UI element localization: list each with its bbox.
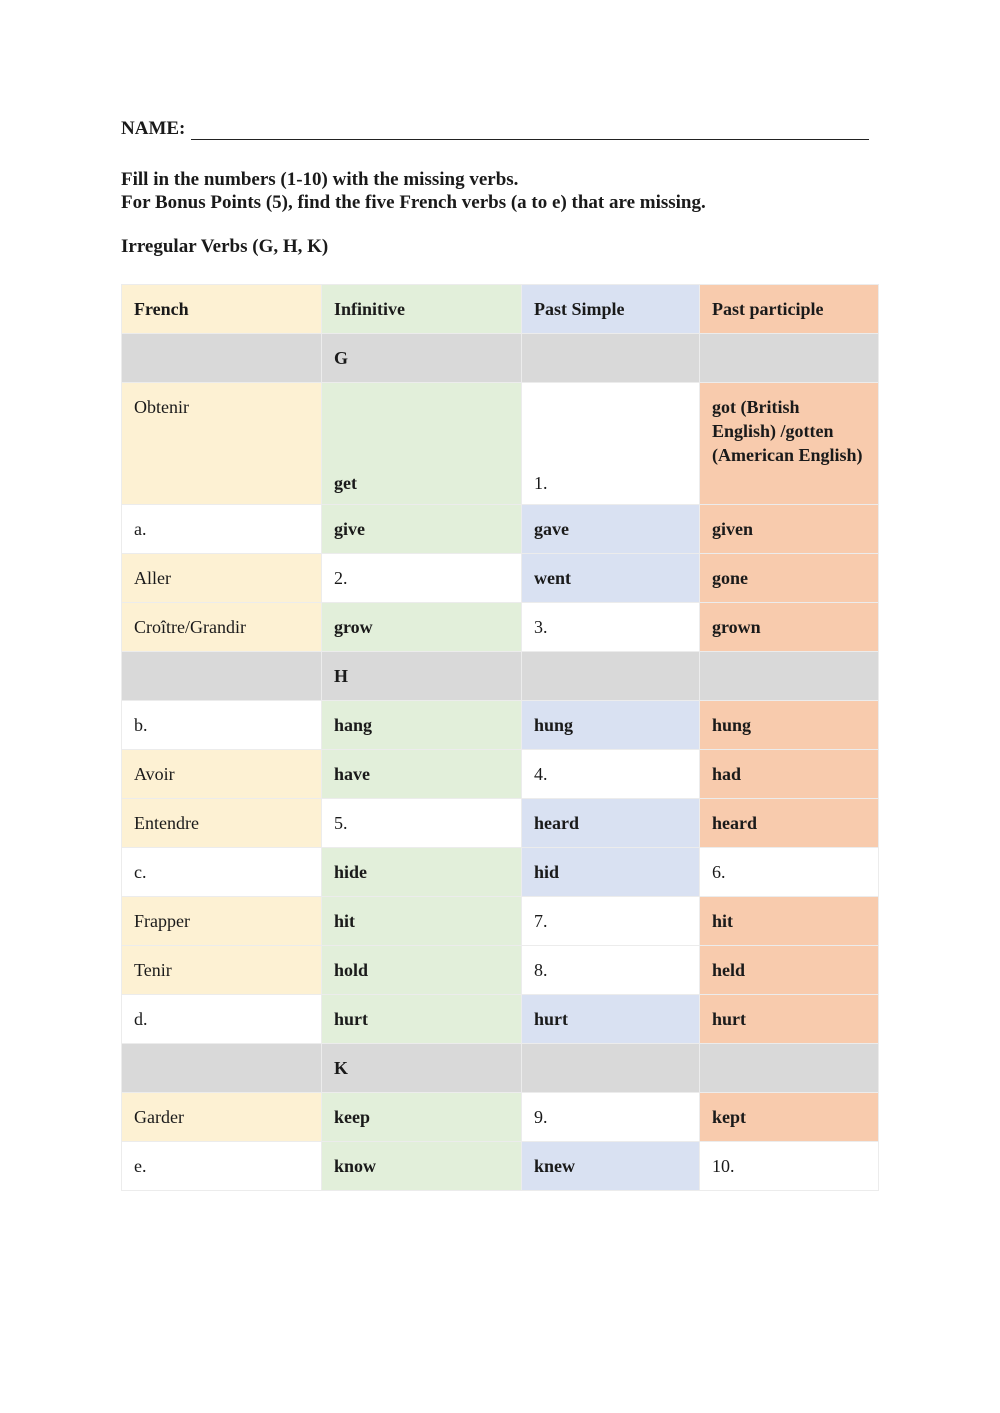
cell-infinitive: hit: [322, 897, 522, 946]
cell-french-blank[interactable]: c.: [122, 848, 322, 897]
name-label: NAME:: [121, 118, 186, 139]
cell-infinitive: give: [322, 505, 522, 554]
cell-past-simple-blank[interactable]: 1.: [522, 383, 700, 505]
section-title: Irregular Verbs (G, H, K): [121, 236, 329, 257]
group-cell-empty: [522, 1044, 700, 1093]
cell-french-blank[interactable]: d.: [122, 995, 322, 1044]
group-label-g: G: [322, 334, 522, 383]
cell-past-simple: knew: [522, 1142, 700, 1191]
cell-past-simple: gave: [522, 505, 700, 554]
irregular-verbs-table: [121, 284, 879, 1191]
cell-past-participle: given: [700, 505, 879, 554]
instruction-line-1: Fill in the numbers (1-10) with the missing verbs.: [121, 169, 519, 190]
table-row: [122, 799, 879, 848]
cell-past-participle: got (British English) /gotten (American English): [700, 383, 879, 505]
cell-french: Entendre: [122, 799, 322, 848]
group-cell-empty: [522, 652, 700, 701]
group-cell-empty: [700, 1044, 879, 1093]
instruction-line-2: For Bonus Points (5), find the five French verbs (a to e) that are missing.: [121, 192, 706, 213]
cell-past-participle: hit: [700, 897, 879, 946]
table-row: [122, 1093, 879, 1142]
cell-past-simple: heard: [522, 799, 700, 848]
cell-past-participle: hurt: [700, 995, 879, 1044]
cell-past-participle: heard: [700, 799, 879, 848]
instructions: [121, 168, 706, 214]
cell-past-participle-blank[interactable]: 10.: [700, 1142, 879, 1191]
cell-french: Tenir: [122, 946, 322, 995]
cell-infinitive: have: [322, 750, 522, 799]
group-row-g: [122, 334, 879, 383]
group-label-h: H: [322, 652, 522, 701]
group-cell-empty: [122, 334, 322, 383]
table-row: [122, 554, 879, 603]
cell-french: Garder: [122, 1093, 322, 1142]
cell-french: Obtenir: [122, 383, 322, 505]
cell-past-simple-blank[interactable]: 9.: [522, 1093, 700, 1142]
table-row: [122, 995, 879, 1044]
cell-french: Frapper: [122, 897, 322, 946]
group-row-k: [122, 1044, 879, 1093]
table-row: [122, 897, 879, 946]
cell-past-participle: grown: [700, 603, 879, 652]
header-french: French: [122, 285, 322, 334]
cell-past-simple: hurt: [522, 995, 700, 1044]
cell-infinitive: hold: [322, 946, 522, 995]
cell-french-blank[interactable]: e.: [122, 1142, 322, 1191]
cell-french: Croître/Grandir: [122, 603, 322, 652]
table-row: [122, 505, 879, 554]
table-row: [122, 701, 879, 750]
cell-past-participle: held: [700, 946, 879, 995]
group-cell-empty: [700, 652, 879, 701]
cell-french-blank[interactable]: b.: [122, 701, 322, 750]
cell-past-participle-blank[interactable]: 6.: [700, 848, 879, 897]
cell-infinitive: keep: [322, 1093, 522, 1142]
table-row: [122, 848, 879, 897]
cell-infinitive: know: [322, 1142, 522, 1191]
group-cell-empty: [522, 334, 700, 383]
name-field-row: [121, 118, 869, 140]
cell-past-simple: went: [522, 554, 700, 603]
cell-past-simple: hung: [522, 701, 700, 750]
cell-past-simple-blank[interactable]: 4.: [522, 750, 700, 799]
cell-infinitive: get: [322, 383, 522, 505]
cell-past-simple-blank[interactable]: 8.: [522, 946, 700, 995]
table-row: [122, 603, 879, 652]
cell-past-simple-blank[interactable]: 7.: [522, 897, 700, 946]
cell-past-participle: hung: [700, 701, 879, 750]
cell-past-simple-blank[interactable]: 3.: [522, 603, 700, 652]
cell-infinitive: grow: [322, 603, 522, 652]
group-label-k: K: [322, 1044, 522, 1093]
cell-past-simple: hid: [522, 848, 700, 897]
cell-past-participle: gone: [700, 554, 879, 603]
header-past-simple: Past Simple: [522, 285, 700, 334]
cell-infinitive: hang: [322, 701, 522, 750]
cell-past-participle: had: [700, 750, 879, 799]
name-input-line[interactable]: [191, 121, 869, 140]
cell-infinitive-blank[interactable]: 5.: [322, 799, 522, 848]
cell-infinitive: hide: [322, 848, 522, 897]
table-row: [122, 750, 879, 799]
cell-infinitive: hurt: [322, 995, 522, 1044]
table-row: [122, 1142, 879, 1191]
cell-french-blank[interactable]: a.: [122, 505, 322, 554]
group-row-h: [122, 652, 879, 701]
cell-past-participle: kept: [700, 1093, 879, 1142]
group-cell-empty: [122, 652, 322, 701]
table-row: [122, 946, 879, 995]
cell-infinitive-blank[interactable]: 2.: [322, 554, 522, 603]
header-infinitive: Infinitive: [322, 285, 522, 334]
cell-french: Aller: [122, 554, 322, 603]
table-row: [122, 383, 879, 505]
group-cell-empty: [122, 1044, 322, 1093]
header-past-participle: Past participle: [700, 285, 879, 334]
table-header-row: [122, 285, 879, 334]
group-cell-empty: [700, 334, 879, 383]
cell-french: Avoir: [122, 750, 322, 799]
